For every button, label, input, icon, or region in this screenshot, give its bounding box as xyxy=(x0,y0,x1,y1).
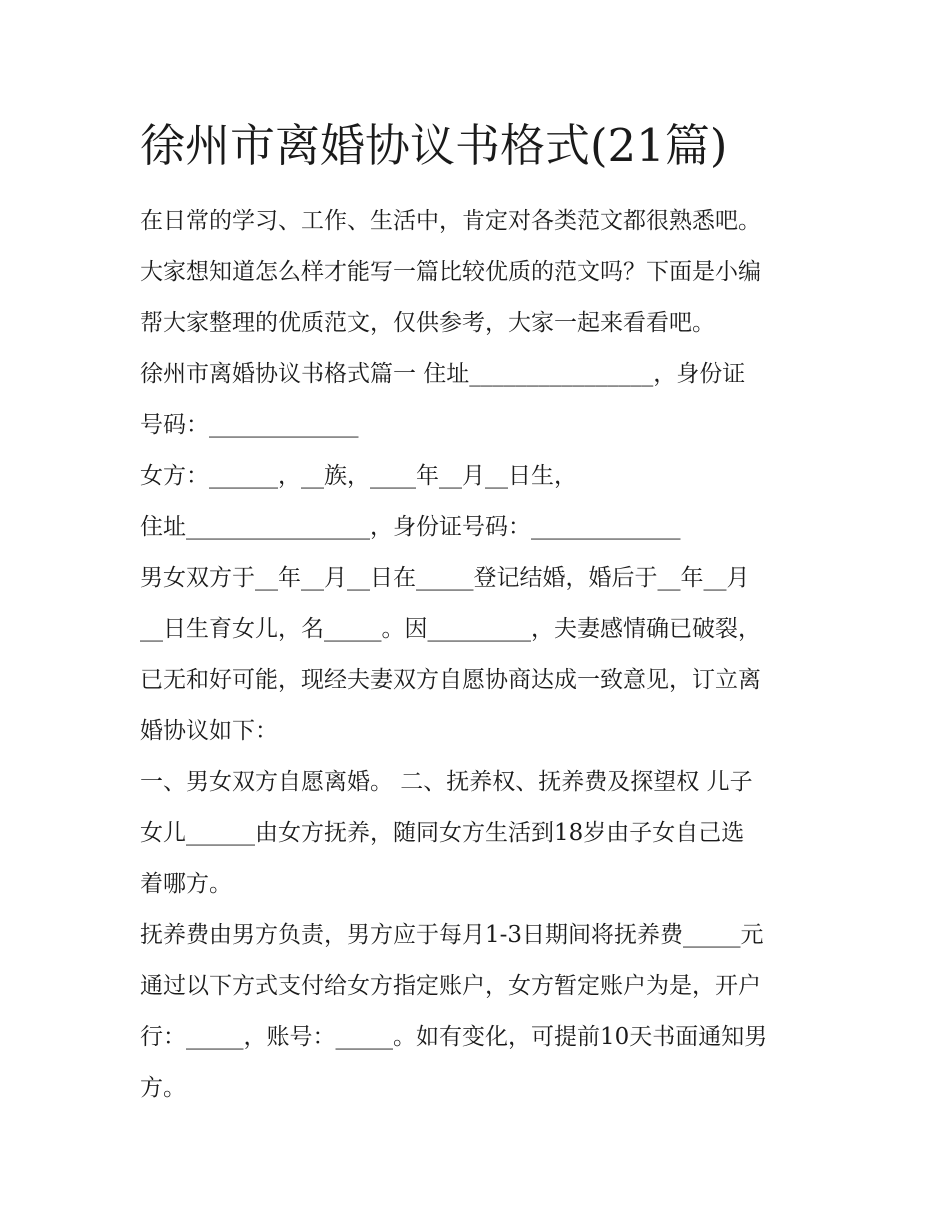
body-line: 号码：_____________ xyxy=(140,412,359,438)
body-line: 抚养费由男方负责，男方应于每月1-3日期间将抚养费_____元 xyxy=(140,922,764,948)
body-line: __日生育女儿，名_____。因_________，夫妻感情确已破裂， xyxy=(140,616,761,642)
body-line: 徐州市离婚协议书格式篇一 住址________________，身份证 xyxy=(140,361,746,387)
body-line: 一、男女双方自愿离婚。 二、抚养权、抚养费及探望权 儿子 xyxy=(140,769,753,795)
body-line: 住址________________，身份证号码：_____________ xyxy=(140,514,681,540)
document-body xyxy=(140,196,820,1114)
body-line: 方。 xyxy=(140,1075,186,1101)
body-line: 通过以下方式支付给女方指定账户，女方暂定账户为是，开户 xyxy=(140,973,761,999)
document-page xyxy=(140,112,820,1114)
body-line: 女方：______，__族，____年__月__日生， xyxy=(140,463,577,489)
body-line: 在日常的学习、工作、生活中，肯定对各类范文都很熟悉吧。 xyxy=(140,208,761,234)
body-line: 婚协议如下： xyxy=(140,718,278,744)
body-line: 着哪方。 xyxy=(140,871,232,897)
body-line: 已无和好可能，现经夫妻双方自愿协商达成一致意见，订立离 xyxy=(140,667,761,693)
body-line: 男女双方于__年__月__日在_____登记结婚，婚后于__年__月 xyxy=(140,565,750,591)
body-line: 行：_____，账号：_____。如有变化，可提前10天书面通知男 xyxy=(140,1024,768,1050)
body-line: 大家想知道怎么样才能写一篇比较优质的范文吗？下面是小编 xyxy=(140,259,761,285)
body-line: 女儿______由女方抚养，随同女方生活到18岁由子女自己选 xyxy=(140,820,745,846)
document-title: 徐州市离婚协议书格式(21篇) xyxy=(140,119,728,172)
body-line: 帮大家整理的优质范文，仅供参考，大家一起来看看吧。 xyxy=(140,310,715,336)
